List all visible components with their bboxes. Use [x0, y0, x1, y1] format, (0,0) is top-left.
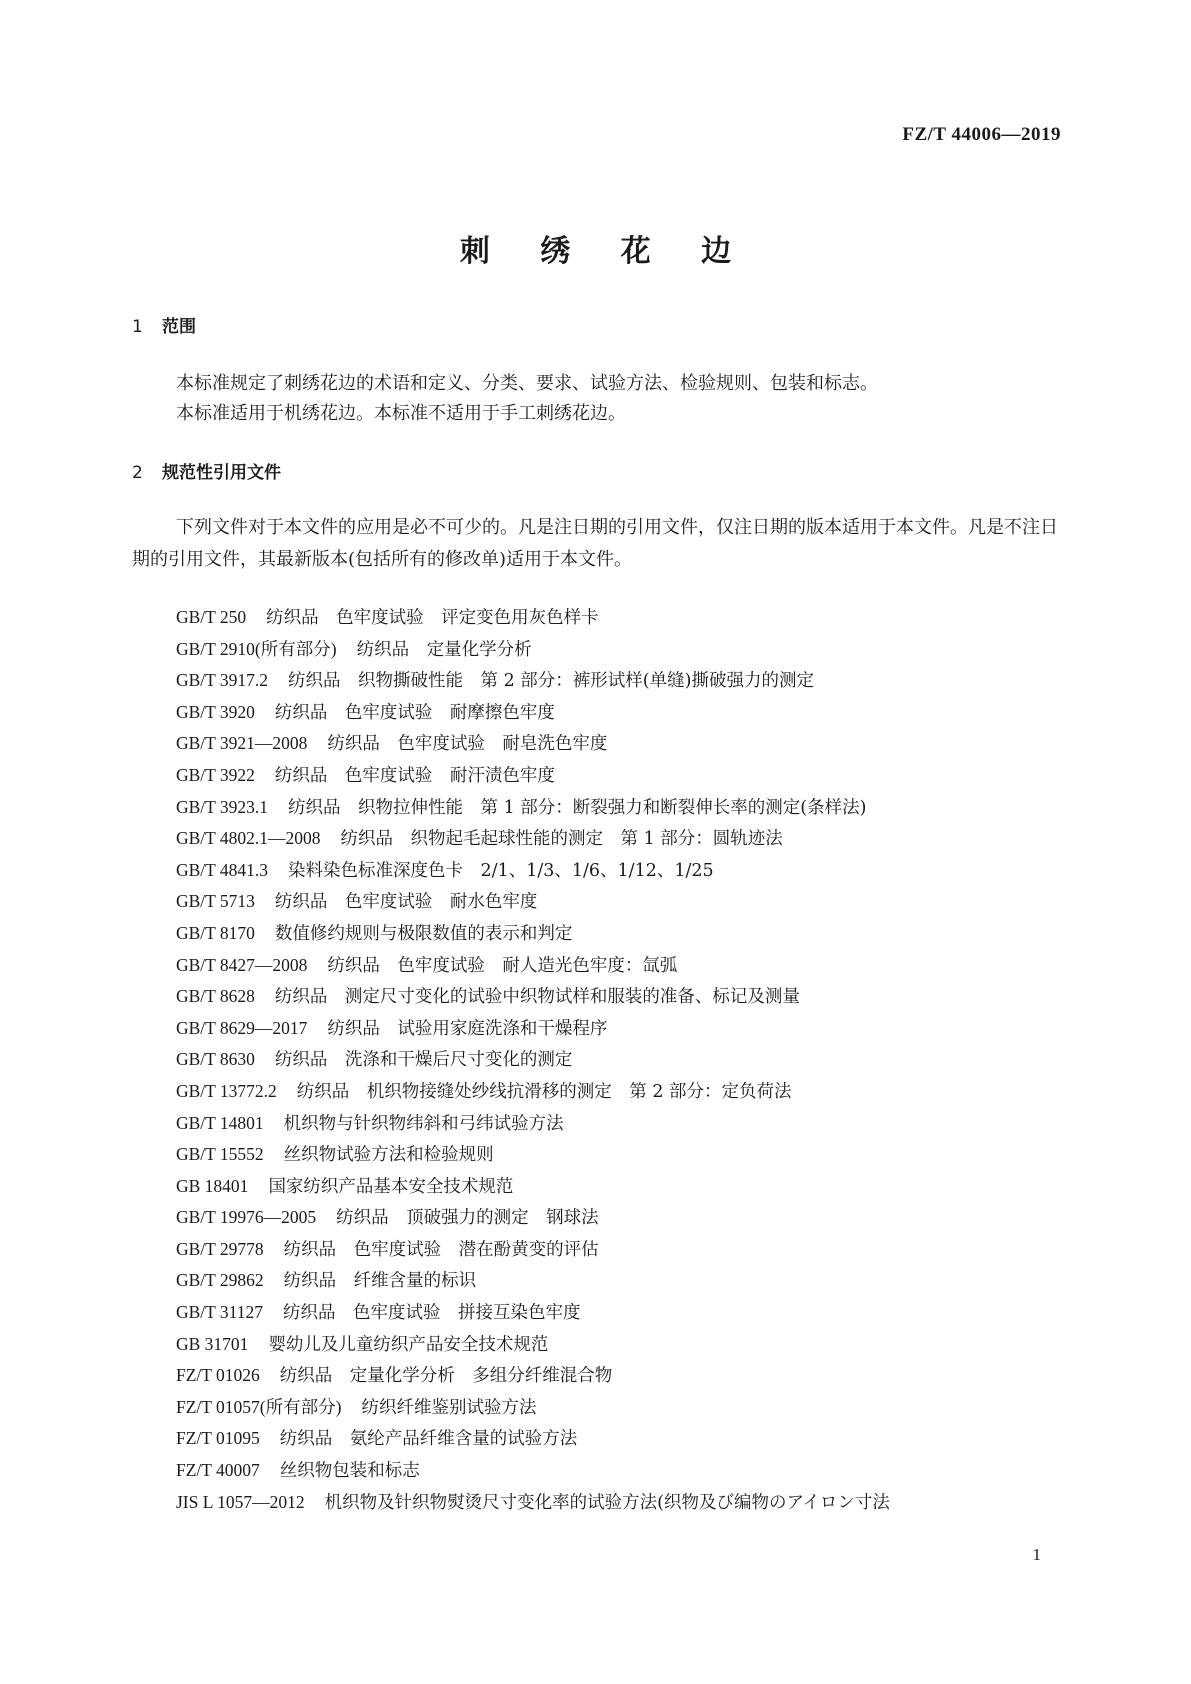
scope-line-1: 本标准规定了刺绣花边的术语和定义、分类、要求、试验方法、检验规则、包装和标志。: [176, 373, 878, 394]
reference-title: 纺织品 纤维含量的标识: [283, 1271, 477, 1292]
reference-item: [176, 1487, 890, 1519]
reference-item: [176, 1423, 890, 1455]
reference-item: [176, 918, 890, 950]
reference-code: GB/T 2910(所有部分): [176, 638, 337, 659]
reference-title: 纺织品 色牢度试验 拼接互染色牢度: [283, 1303, 581, 1324]
reference-item: [176, 1076, 890, 1108]
reference-item: [176, 760, 890, 792]
reference-title: 纺织品 试验用家庭洗涤和干燥程序: [327, 1018, 608, 1039]
reference-title: 纺织品 定量化学分析 多组分纤维混合物: [279, 1366, 613, 1387]
reference-title: 纺织品 顶破强力的测定 钢球法: [336, 1208, 599, 1229]
reference-code: GB/T 8427—2008: [176, 954, 308, 975]
reference-item: [176, 950, 890, 982]
reference-code: FZ/T 01026: [176, 1365, 260, 1386]
reference-code: GB 18401: [176, 1175, 249, 1196]
reference-title: 纺织品 色牢度试验 耐汗渍色牢度: [274, 765, 555, 786]
reference-title: 纺织品 色牢度试验 潜在酚黄变的评估: [283, 1239, 599, 1260]
reference-code: GB/T 8170: [176, 922, 255, 943]
reference-code: GB/T 15552: [176, 1144, 264, 1165]
reference-code: GB/T 8629—2017: [176, 1017, 308, 1038]
reference-item: [176, 602, 890, 634]
standard-code: FZ/T 44006—2019: [902, 124, 1061, 145]
reference-code: GB/T 250: [176, 607, 247, 627]
reference-item: [176, 1329, 890, 1361]
document-title: 刺 绣 花 边: [459, 234, 752, 269]
reference-title: 纺织品 色牢度试验 耐皂洗色牢度: [327, 734, 608, 755]
reference-item: [176, 1234, 890, 1266]
reference-title: 纺织品 色牢度试验 耐水色牢度: [274, 892, 538, 913]
reference-code: GB/T 3923.1: [176, 796, 269, 817]
reference-code: GB/T 14801: [176, 1112, 264, 1133]
reference-item: [176, 1044, 890, 1076]
reference-code: GB/T 3917.2: [176, 670, 269, 691]
reference-title: 纺织品 定量化学分析: [356, 639, 532, 660]
reference-item: [176, 697, 890, 729]
reference-title: 纺织品 织物撕破性能 第 2 部分：裤形试样(单缝)撕破强力的测定: [288, 671, 814, 692]
reference-code: GB/T 3920: [176, 701, 255, 722]
reference-code: FZ/T 01095: [176, 1428, 260, 1449]
reference-code: GB/T 8630: [176, 1049, 255, 1070]
scope-line-2: 本标准适用于机绣花边。本标准不适用于手工刺绣花边。: [176, 403, 626, 424]
reference-title: 机织物及针织物熨烫尺寸变化率的试验方法(织物及び编物のアイロン寸法: [324, 1492, 890, 1513]
reference-item: [176, 1108, 890, 1140]
reference-item: [176, 1455, 890, 1487]
reference-code: GB/T 8628: [176, 986, 255, 1007]
section-2-intro: 下列文件对于本文件的应用是必不可少的。凡是注日期的引用文件，仅注日期的版本适用于本文件。凡是不注日期的引用文件，其最新版本(包括所有的修改单)适用于本文件。: [132, 517, 1058, 570]
reference-item: [176, 1139, 890, 1171]
reference-code: GB/T 3921—2008: [176, 733, 308, 754]
reference-item: [176, 886, 890, 918]
reference-item: [176, 634, 890, 666]
reference-title: 纺织品 测定尺寸变化的试验中织物试样和服装的准备、标记及测量: [274, 987, 800, 1008]
reference-item: [176, 855, 890, 887]
page-number: 1: [1032, 1545, 1041, 1564]
reference-title: 纺织品 色牢度试验 耐人造光色牢度：氙弧: [327, 955, 678, 976]
section-1-heading: [132, 312, 196, 337]
reference-code: GB/T 13772.2: [176, 1080, 277, 1101]
reference-item: [176, 1013, 890, 1045]
reference-code: GB/T 4841.3: [176, 859, 269, 880]
reference-code: JIS L 1057—2012: [176, 1491, 305, 1512]
reference-title: 纺织品 氨纶产品纤维含量的试验方法: [279, 1429, 578, 1450]
reference-title: 纺织品 织物起毛起球性能的测定 第 1 部分：圆轨迹法: [340, 829, 783, 850]
section-2-number: 2: [132, 463, 143, 483]
reference-code: GB/T 29862: [176, 1270, 264, 1291]
reference-title: 纺织品 织物拉伸性能 第 1 部分：断裂强力和断裂伸长率的测定(条样法): [288, 797, 867, 818]
reference-code: FZ/T 01057(所有部分): [176, 1396, 342, 1417]
reference-code: GB/T 31127: [176, 1302, 264, 1323]
reference-code: GB/T 29778: [176, 1238, 264, 1259]
reference-code: GB/T 5713: [176, 891, 255, 912]
reference-title: 婴幼儿及儿童纺织产品安全技术规范: [268, 1334, 549, 1355]
reference-title: 国家纺织产品基本安全技术规范: [268, 1176, 514, 1197]
reference-title: 纺织品 洗涤和干燥后尺寸变化的测定: [274, 1050, 573, 1071]
reference-item: [176, 1297, 890, 1329]
reference-title: 数值修约规则与极限数值的表示和判定: [274, 923, 573, 944]
reference-item: [176, 1360, 890, 1392]
reference-item: [176, 728, 890, 760]
reference-title: 机织物与针织物纬斜和弓纬试验方法: [283, 1113, 564, 1134]
reference-code: GB 31701: [176, 1333, 249, 1354]
reference-title: 丝织物试验方法和检验规则: [283, 1145, 494, 1166]
reference-code: GB/T 3922: [176, 764, 255, 785]
reference-code: GB/T 19976—2005: [176, 1207, 317, 1228]
reference-item: [176, 1202, 890, 1234]
reference-item: [176, 981, 890, 1013]
reference-list: [176, 602, 890, 1518]
reference-item: [176, 1171, 890, 1203]
reference-title: 纺织品 机织物接缝处纱线抗滑移的测定 第 2 部分：定负荷法: [296, 1081, 792, 1102]
reference-item: [176, 665, 890, 697]
reference-code: GB/T 4802.1—2008: [176, 828, 321, 849]
section-1-title: 范围: [162, 317, 196, 337]
reference-code: FZ/T 40007: [176, 1460, 260, 1481]
reference-item: [176, 1392, 890, 1424]
section-1-number: 1: [132, 317, 143, 337]
reference-title: 丝织物包装和标志: [279, 1461, 420, 1482]
section-2-title: 规范性引用文件: [162, 463, 281, 483]
reference-title: 纺织品 色牢度试验 评定变色用灰色样卡: [266, 608, 599, 628]
section-2-heading: [132, 458, 281, 483]
reference-item: [176, 823, 890, 855]
reference-title: 纺织品 色牢度试验 耐摩擦色牢度: [274, 702, 555, 723]
reference-title: 纺织纤维鉴别试验方法: [361, 1397, 537, 1418]
reference-item: [176, 792, 890, 824]
reference-title: 染料染色标准深度色卡 2/1、1/3、1/6、1/12、1/25: [288, 860, 714, 881]
reference-item: [176, 1265, 890, 1297]
